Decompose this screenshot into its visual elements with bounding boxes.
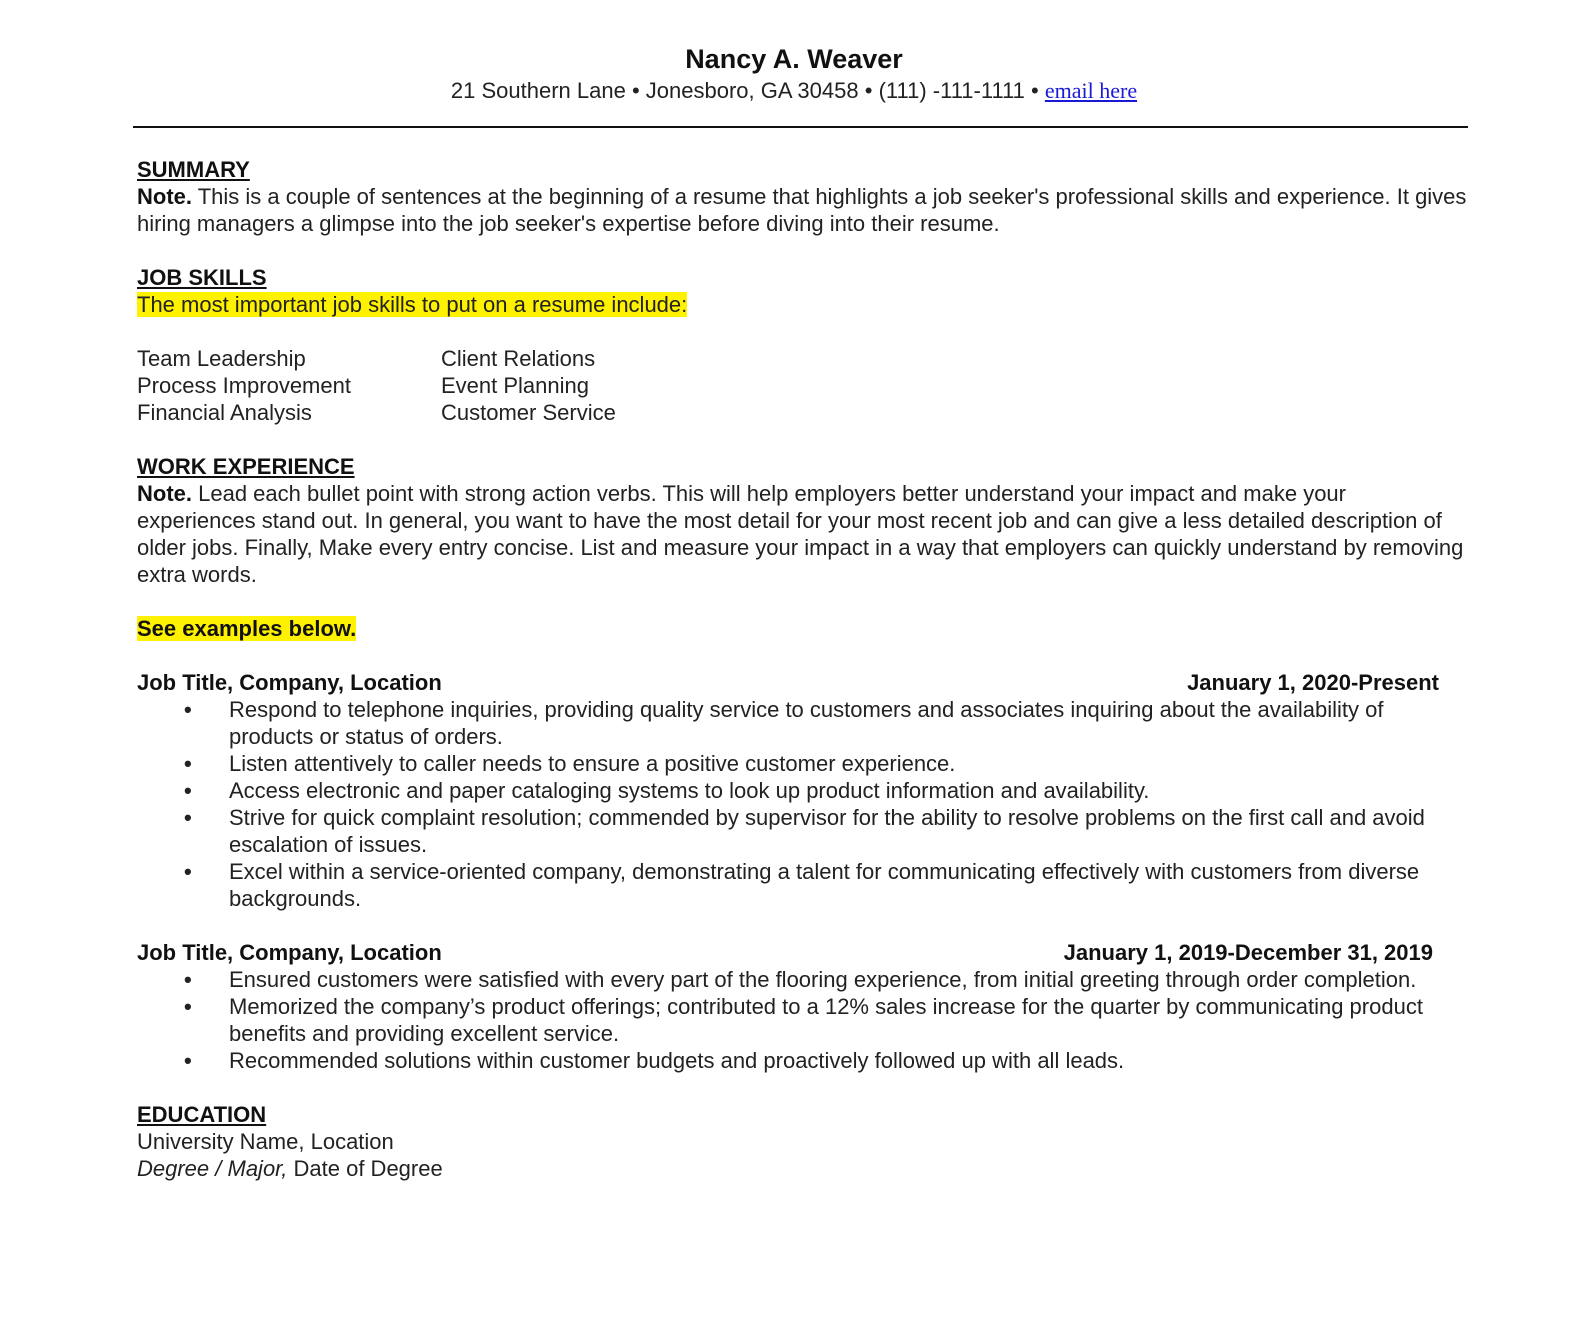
note-text: Lead each bullet point with strong action verbs. This will help employers better understand your impact and make your experiences stand out. In general, you want to have the most detail for your most recent job and can give a less detailed description of older jobs. Finally, Make every entry concise. List and measure your impact in a way that employers can quickly understand by removing extra words. [137, 481, 1464, 587]
bullet-icon: • [184, 1048, 192, 1073]
list-item [137, 966, 1434, 993]
skill-item: Team Leadership [137, 346, 306, 371]
degree-major: Degree / Major, [137, 1156, 288, 1181]
note-label: Note. [137, 481, 192, 506]
bullet-text: Respond to telephone inquiries, providing quality service to customers and associates inquiring about the availability of products or status of orders. [229, 697, 1384, 749]
note-text: This is a couple of sentences at the beginning of a resume that highlights a job seeker's professional skills and experience. It gives hiring managers a glimpse into the job seeker's expertise before diving into their resume. [137, 184, 1467, 236]
summary-note [137, 183, 1467, 237]
spacer [137, 237, 1467, 264]
skill-item: Financial Analysis [137, 400, 312, 425]
bullet-icon: • [184, 778, 192, 803]
highlighted-text: The most important job skills to put on a resume include: [137, 292, 688, 317]
bullet-icon: • [184, 697, 192, 722]
spacer [137, 588, 1467, 615]
list-item [137, 804, 1434, 858]
spacer [137, 1074, 1467, 1101]
list-item [137, 858, 1434, 912]
list-item [137, 777, 1434, 804]
job-bullet-list [137, 696, 1467, 912]
job-dates: January 1, 2019-December 31, 2019 [1063, 940, 1433, 965]
email-link[interactable]: email here [1044, 78, 1138, 103]
bullet-icon: • [184, 994, 192, 1019]
bullet-text: Recommended solutions within customer budgets and proactively followed up with all leads. [229, 1048, 1125, 1073]
job-heading [137, 669, 1439, 696]
skill-item: Client Relations [441, 346, 596, 371]
separator: • [631, 78, 640, 103]
section-title-job-skills: JOB SKILLS [137, 265, 267, 290]
bullet-text: Strive for quick complaint resolution; commended by supervisor for the ability to resolve problems on the first call and avoid escalation of issues. [229, 805, 1425, 857]
highlighted-text: See examples below. [137, 616, 357, 641]
job-dates: January 1, 2020-Present [1187, 670, 1439, 695]
spacer [137, 426, 1467, 453]
resume-body [137, 156, 1467, 1182]
skill-item: Customer Service [441, 400, 616, 425]
section-title-summary: SUMMARY [137, 157, 250, 182]
list-item [137, 750, 1434, 777]
job-title-company-location: Job Title, Company, Location [137, 670, 442, 695]
section-title-work-experience: WORK EXPERIENCE [137, 454, 355, 479]
bullet-icon: • [184, 859, 192, 884]
bullet-text: Listen attentively to caller needs to ensure a positive customer experience. [229, 751, 956, 776]
bullet-icon: • [184, 967, 192, 992]
job-title-company-location: Job Title, Company, Location [137, 940, 442, 965]
spacer [137, 912, 1467, 939]
skill-item: Process Improvement [137, 373, 351, 398]
education-school: University Name, Location [137, 1129, 394, 1154]
skill-item: Event Planning [441, 373, 589, 398]
contact-line [0, 76, 1588, 106]
candidate-name: Nancy A. Weaver [685, 44, 903, 74]
skills-grid [137, 345, 1467, 426]
bullet-text: Access electronic and paper cataloging systems to look up product information and availability. [229, 778, 1150, 803]
header-divider [133, 126, 1468, 128]
resume-header [0, 42, 1588, 106]
job-skills-intro [137, 291, 1467, 318]
bullet-text: Memorized the company’s product offerings; contributed to a 12% sales increase for the quarter by communicating product benefits and providing excellent service. [229, 994, 1423, 1046]
degree-date: Date of Degree [287, 1156, 443, 1181]
city-state-zip: Jonesboro, GA 30458 [645, 78, 859, 103]
separator: • [864, 78, 873, 103]
bullet-icon: • [184, 805, 192, 830]
separator: • [1031, 78, 1039, 103]
education-degree [137, 1155, 1467, 1182]
list-item [137, 993, 1434, 1047]
bullet-icon: • [184, 751, 192, 776]
bullet-text: Ensured customers were satisfied with every part of the flooring experience, from initial greeting through order completion. [229, 967, 1417, 992]
job-heading [137, 939, 1433, 966]
address: 21 Southern Lane [450, 78, 626, 103]
list-item [137, 696, 1434, 750]
examples-callout [137, 615, 1467, 642]
list-item [137, 1047, 1434, 1074]
bullet-text: Excel within a service-oriented company, demonstrating a talent for communicating effectively with customers from diverse backgrounds. [229, 859, 1420, 911]
phone: (111) -111-1111 [878, 78, 1025, 103]
spacer [137, 642, 1467, 669]
work-experience-note [137, 480, 1467, 588]
section-title-education: EDUCATION [137, 1102, 267, 1127]
note-label: Note. [137, 184, 192, 209]
job-bullet-list [137, 966, 1467, 1074]
